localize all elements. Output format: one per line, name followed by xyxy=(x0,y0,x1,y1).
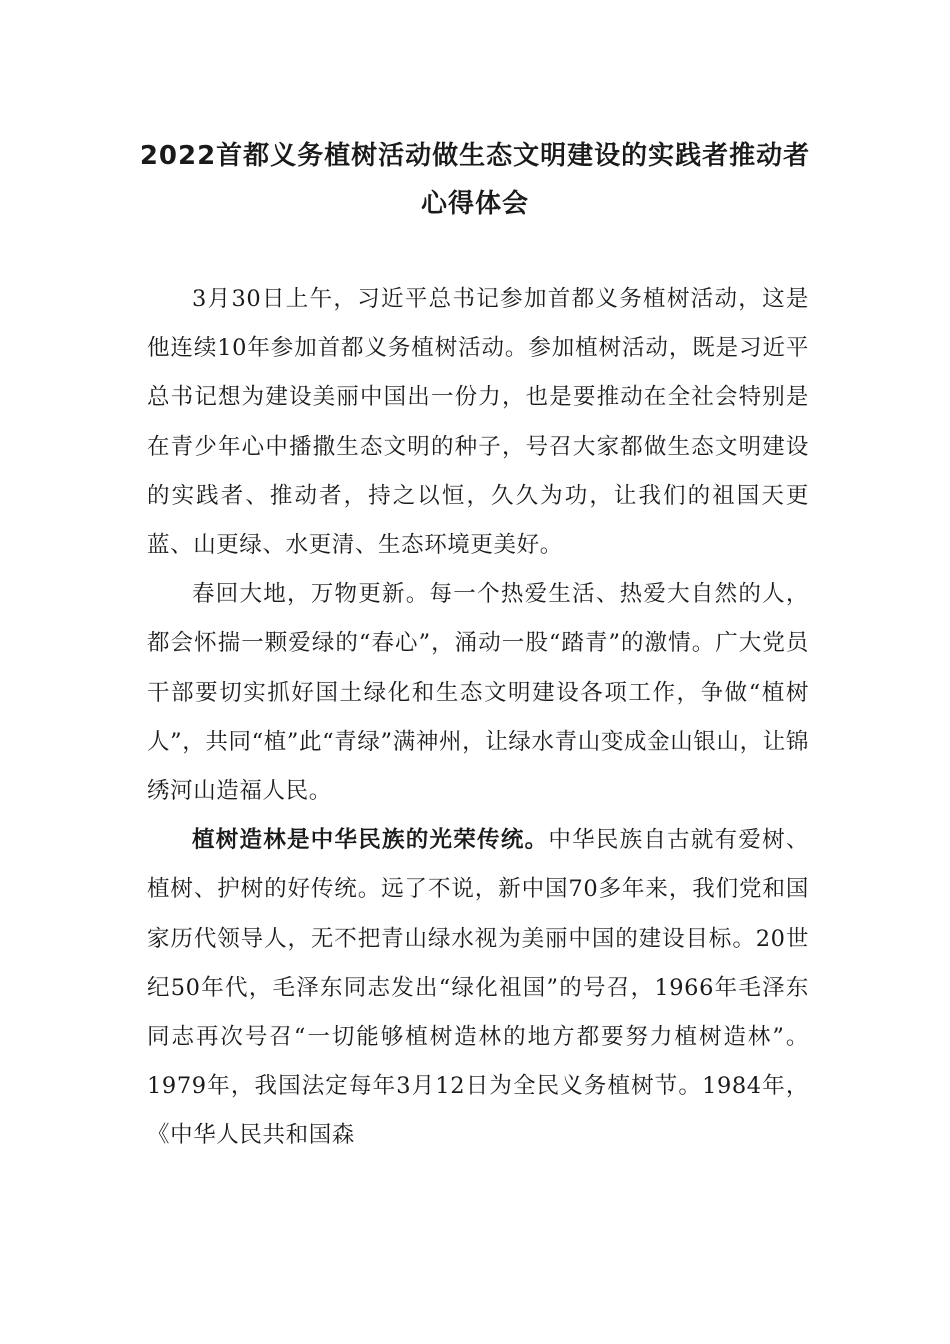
paragraph-3 xyxy=(147,816,809,1160)
document-body xyxy=(147,275,809,1161)
document-title: 2022首都义务植树活动做生态文明建设的实践者推动者心得体会 xyxy=(139,141,811,219)
paragraph-1: 3月30日上午，习近平总书记参加首都义务植树活动，这是他连续10年参加首都义务植树活动。参加植树活动，既是习近平总书记想为建设美丽中国出一份力，也是要推动在全社会特别是在青少年心中播撒生态文明的种子，号召大家都做生态文明建设的实践者、推动者，持之以恒，久久为功，让我们的祖国天更蓝、山更绿、水更清、生态环境更美好。 xyxy=(147,286,809,559)
paragraph-2: 春回大地，万物更新。每一个热爱生活、热爱大自然的人，都会怀揣一颗爱绿的“春心”，涌动一股“踏青”的激情。广大党员干部要切实抓好国土绿化和生态文明建设各项工作，争做“植树人”，共同“植”此“青绿”满神州，让绿水青山变成金山银山，让锦绣河山造福人民。 xyxy=(147,581,809,805)
paragraph-3-lead: 植树造林是中华民族的光荣传统。 xyxy=(192,827,549,854)
paragraph-3-text: 中华民族自古就有爱树、植树、护树的好传统。远了不说，新中国70多年来，我们党和国家历代领导人，无不把青山绿水视为美丽中国的建设目标。20世纪50年代，毛泽东同志发出“绿化祖国”的号召，1966年毛泽东同志再次号召“一切能够植树造林的地方都要努力植树造林”。1979年，我国法定每年3月12日为全民义务植树节。1984年，《中华人民共和国森 xyxy=(147,827,809,1149)
